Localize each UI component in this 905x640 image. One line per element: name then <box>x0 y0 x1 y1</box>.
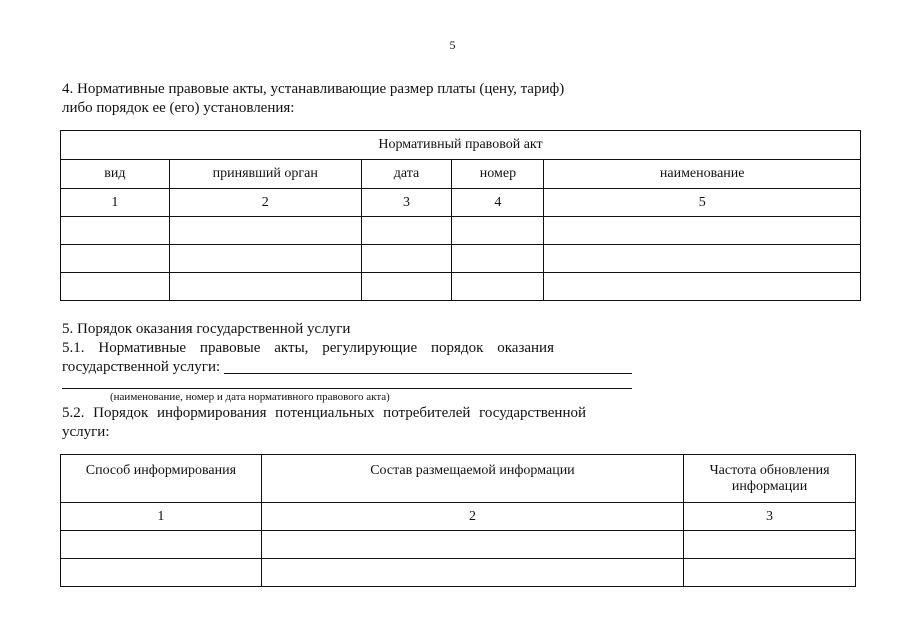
column-header-type: вид <box>61 160 170 189</box>
table-cell <box>61 217 170 245</box>
table-column-header-row <box>61 455 856 503</box>
table-cell <box>61 245 170 273</box>
fill-in-line <box>62 388 632 389</box>
table-row <box>61 559 856 587</box>
fill-in-line <box>224 373 632 374</box>
column-number: 5 <box>544 189 861 217</box>
page-number: 5 <box>449 38 456 52</box>
table-column-header-row <box>61 160 861 189</box>
section-5-2-line1: 5.2. Порядок информирования потенциальных потребителей государственной <box>62 405 586 421</box>
table-cell <box>61 273 170 301</box>
section-4-heading-line2: либо порядок ее (его) установления: <box>62 100 295 116</box>
column-header-name: наименование <box>544 160 861 189</box>
table-row <box>61 273 861 301</box>
table-cell <box>684 559 856 587</box>
field-caption: (наименование, номер и дата нормативного правового акта) <box>110 391 390 403</box>
table-number-row <box>61 189 861 217</box>
column-number: 2 <box>261 503 683 531</box>
column-number: 3 <box>361 189 452 217</box>
table-cell <box>169 273 361 301</box>
table-cell <box>452 217 544 245</box>
table-cell <box>544 245 861 273</box>
section-4-heading-line1: 4. Нормативные правовые акты, устанавливающие размер платы (цену, тариф) <box>62 81 565 97</box>
table-cell <box>169 245 361 273</box>
table-row <box>61 217 861 245</box>
column-header-date: дата <box>361 160 452 189</box>
table-row <box>61 531 856 559</box>
table-cell <box>544 217 861 245</box>
column-header-frequency: Частота обновления информации <box>684 455 856 503</box>
section-4-heading <box>62 80 586 118</box>
column-number: 1 <box>61 503 262 531</box>
table-cell <box>684 531 856 559</box>
column-number: 2 <box>169 189 361 217</box>
section-5-1-line2: государственной услуги: <box>62 359 221 375</box>
table-cell <box>261 559 683 587</box>
column-header-method: Способ информирования <box>61 455 262 503</box>
table-number-row <box>61 503 856 531</box>
table-cell <box>452 273 544 301</box>
section-5-1-line1: 5.1. Нормативные правовые акты, регулирующие порядок оказания <box>62 340 554 356</box>
table-cell <box>361 245 452 273</box>
table-cell <box>361 217 452 245</box>
table-cell <box>544 273 861 301</box>
table-cell <box>61 531 262 559</box>
column-number: 1 <box>61 189 170 217</box>
table-header-row <box>61 131 861 160</box>
table-cell <box>61 559 262 587</box>
table-cell <box>169 217 361 245</box>
legal-acts-table <box>60 130 861 301</box>
table-row <box>61 245 861 273</box>
column-header-content: Состав размещаемой информации <box>261 455 683 503</box>
section-5-title: 5. Порядок оказания государственной услуги <box>62 321 351 337</box>
column-number: 3 <box>684 503 856 531</box>
information-table <box>60 454 856 587</box>
table-cell <box>261 531 683 559</box>
column-number: 4 <box>452 189 544 217</box>
legal-act-group-header: Нормативный правовой акт <box>61 131 861 160</box>
table-cell <box>361 273 452 301</box>
column-header-issuing-body: принявший орган <box>169 160 361 189</box>
section-5-2-line2: услуги: <box>62 424 110 440</box>
table-cell <box>452 245 544 273</box>
column-header-number: номер <box>452 160 544 189</box>
